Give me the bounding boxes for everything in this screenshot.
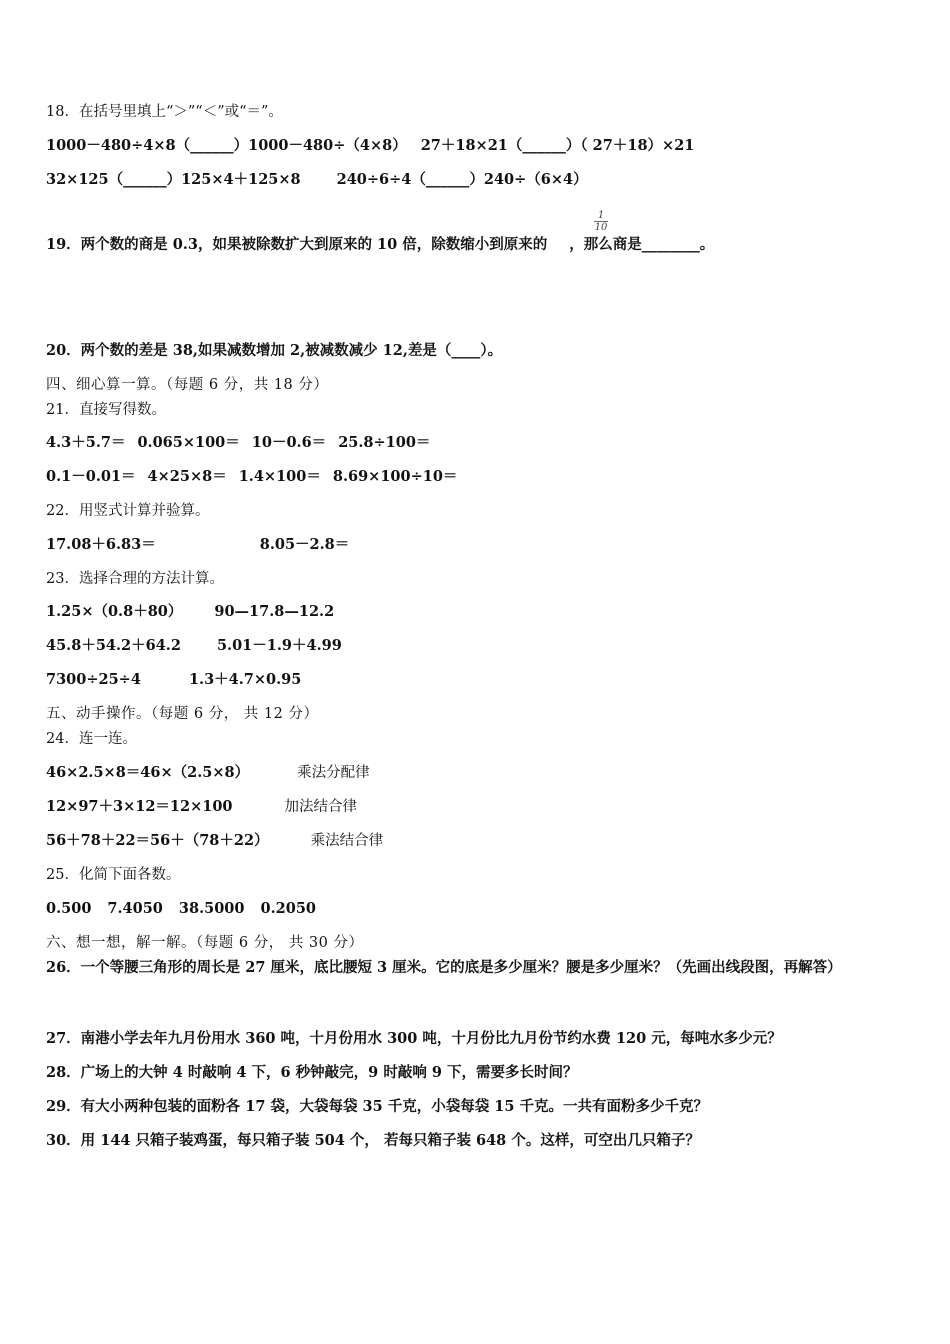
calc-item: 45.8＋54.2＋64.2	[46, 637, 181, 654]
question-23-title: 23．选择合理的方法计算。	[46, 571, 224, 587]
question-24-row-2	[46, 797, 357, 817]
law-expression: 12×97＋3×12＝12×100	[46, 798, 233, 815]
calc-item: 1.25×（0.8＋80）	[46, 603, 183, 620]
question-24-row-3	[46, 831, 383, 851]
section-4-title: 四、细心算一算。（每题 6 分，共 18 分）	[46, 377, 329, 393]
calc-item: 25.8÷100＝	[338, 434, 431, 451]
law-expression: 46×2.5×8＝46×（2.5×8）	[46, 764, 250, 781]
law-name: 乘法分配律	[297, 765, 370, 781]
law-name: 乘法结合律	[310, 833, 384, 849]
number-item: 0.2050	[260, 900, 316, 917]
question-28: 28．广场上的大钟 4 时敲响 4 下，6 秒钟敲完，9 时敲响 9 下，需要多长时间？	[46, 1064, 578, 1081]
calc-item: 1.4×100＝	[238, 468, 321, 485]
calc-item: 8.05－2.8＝	[259, 536, 350, 553]
compare-item: 27＋18×21（______）（ 27＋18）×21	[420, 137, 695, 154]
fraction-one-tenth	[592, 210, 610, 233]
law-expression: 56＋78＋22＝56＋（78＋22）	[46, 832, 269, 849]
question-21-title: 21．直接写得数。	[46, 402, 166, 418]
question-25-title: 25．化简下面各数。	[46, 867, 181, 883]
compare-item: 1000－480÷4×8（______）1000－480÷（4×8）	[46, 137, 407, 154]
question-23-row-2	[46, 636, 342, 656]
calc-item: 7300÷25÷4	[46, 671, 141, 688]
question-21-row-2	[46, 467, 457, 487]
question-18-row-1	[46, 136, 694, 156]
compare-item: 240÷6÷4（______）240÷（6×4）	[336, 171, 588, 188]
calc-item: 0.1－0.01＝	[46, 468, 136, 485]
question-20: 20．两个数的差是 38,如果减数增加 2,被减数减少 12,差是（____）。	[46, 342, 503, 359]
question-18-title: 18．在括号里填上“＞”“＜”或“＝”。	[46, 104, 283, 120]
section-5-title: 五、动手操作。（每题 6 分， 共 12 分）	[46, 706, 319, 722]
fraction-denominator: 10	[594, 222, 608, 233]
calc-item: 4×25×8＝	[147, 468, 227, 485]
calc-item: 8.69×100÷10＝	[332, 468, 458, 485]
calc-item: 1.3＋4.7×0.95	[188, 671, 302, 688]
question-22-title: 22．用竖式计算并验算。	[46, 503, 210, 519]
section-6-title: 六、想一想，解一解。（每题 6 分， 共 30 分）	[46, 935, 364, 951]
question-29: 29．有大小两种包装的面粉各 17 袋，大袋每袋 35 千克，小袋每袋 15 千克。一共有面粉多少千克？	[46, 1098, 708, 1115]
question-19-text-before: 19．两个数的商是 0.3，如果被除数扩大到原来的 10 倍，除数缩小到原来的	[46, 236, 548, 253]
number-item: 38.5000	[178, 900, 245, 917]
calc-item: 5.01－1.9＋4.99	[216, 637, 342, 654]
calc-item: 10－0.6＝	[251, 434, 327, 451]
calc-item: 90—17.8—12.2	[214, 603, 335, 620]
question-23-row-1	[46, 602, 334, 622]
question-19	[46, 235, 714, 255]
question-24-row-1	[46, 763, 370, 783]
fraction-numerator: 1	[597, 210, 605, 221]
calc-item: 0.065×100＝	[137, 434, 240, 451]
question-23-row-3	[46, 670, 301, 690]
question-24-title: 24．连一连。	[46, 731, 137, 747]
question-30: 30．用 144 只箱子装鸡蛋，每只箱子装 504 个， 若每只箱子装 648 个。这样，可空出几只箱子？	[46, 1132, 700, 1149]
law-name: 加法结合律	[284, 799, 358, 815]
calc-item: 4.3＋5.7＝	[46, 434, 126, 451]
number-item: 0.500	[46, 900, 92, 917]
question-21-row-1	[46, 433, 430, 453]
calc-item: 17.08＋6.83＝	[46, 536, 156, 553]
question-25-numbers	[46, 899, 316, 919]
question-26: 26．一个等腰三角形的周长是 27 厘米，底比腰短 3 厘米。它的底是多少厘米？腰是多少厘米？（先画出线段图，再解答）	[46, 959, 842, 976]
question-19-text-after: ，那么商是________。	[569, 236, 715, 253]
question-27: 27．南港小学去年九月份用水 360 吨，十月份用水 300 吨，十月份比九月份节约水费 120 元，每吨水多少元？	[46, 1030, 782, 1047]
question-22-row-1	[46, 535, 349, 555]
number-item: 7.4050	[107, 900, 163, 917]
compare-item: 32×125（______）125×4＋125×8	[46, 171, 301, 188]
question-18-row-2	[46, 170, 588, 190]
